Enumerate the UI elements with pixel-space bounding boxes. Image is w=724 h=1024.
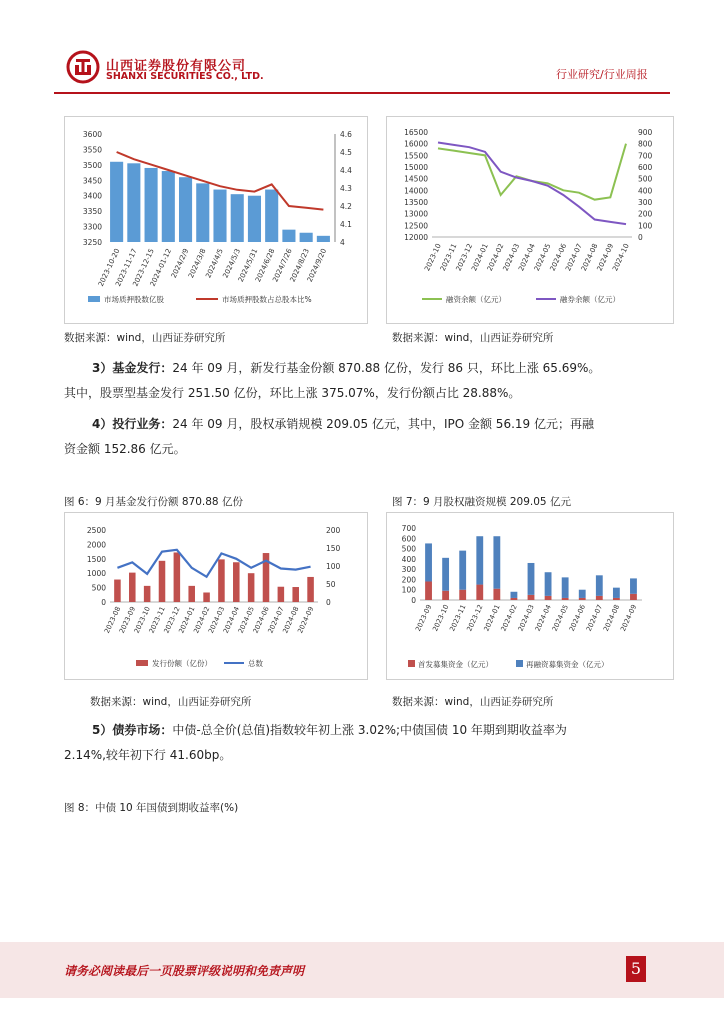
equity-axis-tick-label: 700: [401, 524, 416, 533]
margin-right-axis-tick-label: 300: [638, 198, 653, 207]
pledge-right-axis-tick-label: 4: [340, 238, 345, 247]
equity-ipo-bar: [579, 598, 586, 600]
pledge-bar: [213, 190, 226, 242]
fund-category-label: 2024-04: [221, 605, 242, 635]
fund-bar: [129, 573, 136, 602]
pledge-category-label: 2024/8/23: [288, 247, 311, 284]
paragraph-ib-line1: 24 年 09 月，股权承销规模 209.05 亿元，其中，IPO 金额 56.19 亿元；再融: [172, 417, 594, 431]
pledge-bar: [282, 230, 295, 242]
fund-left-axis-tick-label: 0: [101, 598, 106, 607]
paragraph-ib-business: [64, 412, 664, 462]
equity-axis-tick-label: 500: [401, 544, 416, 554]
equity-axis-tick-label: 100: [401, 585, 416, 595]
paragraph-ib-heading: 4）投行业务：: [92, 417, 173, 431]
pledge-left-axis-tick-label: 3350: [82, 207, 102, 217]
equity-category-label: 2024-01: [482, 603, 502, 633]
header-divider: [54, 92, 670, 94]
pledge-bar: [300, 233, 313, 242]
equity-category-label: 2023-12: [465, 603, 485, 633]
equity-category-label: 2024-03: [516, 603, 536, 633]
fig8-title: 图 8：中债 10 年国债到期收益率(%): [64, 802, 239, 814]
margin-legend-label: 融券余额（亿元）: [560, 295, 620, 304]
pledge-left-axis-tick-label: 3450: [82, 176, 102, 186]
equity-axis-tick-label: 0: [411, 596, 416, 605]
pledge-left-axis-tick-label: 3500: [82, 160, 102, 170]
equity-refinancing-bar: [511, 592, 518, 598]
fund-category-label: 2024-01: [177, 605, 197, 635]
equity-refinancing-bar: [596, 575, 603, 596]
equity-category-label: 2024-02: [499, 603, 519, 633]
fund-right-axis-tick-label: 0: [326, 598, 331, 607]
equity-legend-swatch-refinancing: [516, 660, 523, 667]
equity-ipo-bar: [596, 596, 603, 600]
margin-right-axis-tick-label: 200: [638, 209, 653, 219]
pledge-category-label: 2023-11-17: [114, 247, 139, 288]
equity-legend-label: 再融资募集资金（亿元）: [526, 660, 609, 669]
logo-mark: [66, 50, 100, 84]
pledge-bar: [145, 168, 158, 242]
page-number: 5: [626, 956, 646, 982]
logo: [66, 50, 100, 84]
fund-category-label: 2023-11: [147, 605, 167, 635]
paragraph-fund-heading: 3）基金发行：: [92, 361, 173, 375]
pledge-bar: [162, 171, 175, 242]
margin-category-label: 2024-02: [485, 242, 506, 273]
company-name-cn: 山西证券股份有限公司: [106, 59, 247, 74]
chart-equity: [386, 512, 674, 680]
fund-legend-swatch-bar: [136, 660, 148, 666]
fund-right-axis-tick-label: 200: [326, 526, 341, 535]
equity-axis-tick-label: 200: [401, 575, 416, 585]
margin-left-axis-tick-label: 15000: [404, 163, 428, 172]
pledge-category-label: 2023-12-15: [131, 247, 156, 288]
margin-right-axis-tick-label: 400: [638, 186, 653, 196]
fig6-title: 图 6：9 月基金发行份额 870.88 亿份: [64, 496, 243, 508]
pledge-left-axis-tick-label: 3250: [82, 238, 102, 247]
fund-right-axis-tick-label: 50: [326, 580, 336, 589]
equity-ipo-bar: [528, 595, 535, 600]
fund-legend-label: 发行份额（亿份）: [152, 659, 212, 668]
pledge-bar: [248, 196, 261, 242]
equity-category-label: 2023-10: [431, 603, 451, 633]
margin-left-axis-tick-label: 12500: [404, 221, 428, 231]
pledge-bar: [127, 163, 140, 242]
fund-category-label: 2023-08: [102, 605, 123, 635]
fund-left-axis-tick-label: 2000: [86, 540, 106, 550]
pledge-category-label: 2024/2/9: [169, 247, 191, 280]
margin-financing-line: [438, 144, 626, 200]
pledge-category-label: 2024/5/3: [221, 247, 243, 280]
fund-bar: [159, 561, 166, 602]
equity-refinancing-bar: [528, 563, 535, 595]
fund-left-axis-tick-label: 1500: [86, 554, 106, 564]
equity-axis-tick-label: 300: [401, 565, 416, 575]
equity-category-label: 2024-08: [601, 603, 622, 633]
pledge-left-axis-tick-label: 3400: [82, 191, 102, 201]
fund-category-label: 2024-05: [236, 605, 256, 635]
paragraph-bond-market: [64, 718, 664, 768]
pledge-bar: [317, 236, 330, 242]
fund-right-axis-tick-label: 100: [326, 562, 341, 571]
equity-refinancing-bar: [476, 536, 483, 584]
margin-category-label: 2023-11: [438, 242, 459, 273]
equity-ipo-bar: [613, 598, 620, 600]
equity-ipo-bar: [630, 594, 637, 600]
fund-left-axis-tick-label: 1000: [86, 569, 106, 579]
equity-refinancing-bar: [545, 572, 552, 596]
chart-fund: [64, 512, 368, 680]
pledge-category-label: 2024/9/20: [305, 247, 329, 284]
fund-right-axis-tick-label: 150: [326, 544, 341, 553]
equity-ipo-bar: [476, 585, 483, 600]
pledge-category-label: 2024-01-12: [148, 247, 174, 288]
margin-lending-line: [438, 143, 626, 225]
margin-legend-label: 融资余额（亿元）: [446, 295, 506, 304]
equity-refinancing-bar: [579, 590, 586, 598]
fund-left-axis-tick-label: 2500: [86, 526, 106, 535]
paragraph-fund-line2: 其中，股票型基金发行 251.50 亿份，环比上涨 375.07%，发行份额占比 28.88%。: [64, 386, 521, 400]
margin-left-axis-tick-label: 14500: [404, 174, 428, 184]
margin-category-label: 2023-12: [454, 242, 475, 273]
paragraph-bond-heading: 5）债券市场：: [92, 723, 173, 737]
equity-category-label: 2024-04: [533, 603, 553, 633]
equity-ipo-bar: [511, 598, 518, 600]
margin-right-axis-tick-label: 600: [638, 163, 653, 172]
margin-category-label: 2024-05: [532, 242, 553, 273]
paragraph-bond-line1: 中债-总全价(总值)指数较年初上涨 3.02%;中债国债 10 年期到期收益率为: [172, 723, 567, 737]
margin-left-axis-tick-label: 16500: [404, 128, 428, 137]
fig7-title: 图 7：9 月股权融资规模 209.05 亿元: [392, 496, 571, 508]
paragraph-fund-line1: 24 年 09 月，新发行基金份额 870.88 亿份，发行 86 只，环比上涨 65.69%。: [172, 361, 601, 375]
pledge-bar: [265, 190, 278, 242]
company-name-en: SHANXI SECURITIES CO., LTD.: [106, 71, 264, 82]
pledge-category-label: 2024/4/5: [204, 247, 225, 280]
fund-legend-label: 总数: [248, 659, 263, 668]
pledge-category-label: 2024/6/28: [254, 247, 277, 284]
pledge-right-axis-tick-label: 4.3: [340, 184, 352, 193]
fund-category-label: 2024-07: [266, 605, 286, 635]
chart-pledge-source: 数据来源：wind，山西证券研究所: [64, 332, 226, 344]
fund-category-label: 2023-09: [117, 605, 138, 635]
fund-category-label: 2024-03: [206, 605, 227, 635]
equity-refinancing-bar: [630, 578, 637, 593]
margin-category-label: 2024-01: [470, 242, 490, 273]
margin-right-axis-tick-label: 700: [638, 151, 653, 161]
margin-left-axis-tick-label: 12000: [404, 233, 428, 242]
fund-bar: [233, 562, 240, 602]
equity-legend-label: 首发募集资金（亿元）: [418, 660, 493, 669]
fund-bar: [307, 577, 314, 602]
chart-fund-source: 数据来源：wind，山西证券研究所: [90, 696, 252, 708]
equity-category-label: 2024-05: [550, 603, 570, 633]
pledge-right-axis-tick-label: 4.1: [340, 220, 352, 229]
fund-bar: [114, 580, 121, 602]
equity-axis-tick-label: 600: [401, 534, 416, 544]
pledge-right-axis-tick-label: 4.5: [340, 148, 352, 157]
equity-ipo-bar: [459, 590, 466, 600]
report-type: 行业研究/行业周报: [556, 68, 648, 81]
fund-bar: [174, 552, 181, 602]
margin-right-axis-tick-label: 100: [638, 221, 653, 231]
margin-right-axis-tick-label: 0: [638, 233, 643, 242]
equity-axis-tick-label: 400: [401, 554, 416, 564]
fund-bar: [218, 559, 225, 602]
pledge-bar: [179, 177, 192, 242]
equity-refinancing-bar: [459, 551, 466, 590]
margin-category-label: 2023-10: [423, 242, 443, 273]
pledge-right-axis-tick-label: 4.6: [340, 130, 352, 139]
pledge-left-axis-tick-label: 3300: [82, 222, 102, 232]
pledge-bar: [231, 194, 244, 242]
margin-left-axis-tick-label: 16000: [404, 139, 428, 149]
equity-category-label: 2023-11: [448, 603, 468, 633]
margin-category-label: 2024-04: [517, 242, 537, 273]
margin-category-label: 2024-09: [595, 242, 616, 273]
pledge-bar: [110, 162, 123, 242]
fund-left-axis-tick-label: 500: [91, 583, 106, 593]
equity-ipo-bar: [493, 589, 500, 600]
equity-refinancing-bar: [442, 558, 449, 591]
pledge-legend-label: 市场质押股数亿股: [104, 295, 164, 304]
chart-margin-source: 数据来源：wind，山西证券研究所: [392, 332, 554, 344]
pledge-right-axis-tick-label: 4.2: [340, 202, 352, 211]
pledge-right-axis-tick-label: 4.4: [340, 166, 352, 175]
equity-ipo-bar: [545, 596, 552, 600]
equity-legend-swatch-ipo: [408, 660, 415, 667]
fund-bar: [188, 586, 195, 602]
fund-category-label: 2023-10: [132, 605, 152, 635]
chart-equity-source: 数据来源：wind，山西证券研究所: [392, 696, 554, 708]
equity-refinancing-bar: [493, 536, 500, 588]
pledge-category-label: 2024/3/8: [187, 247, 208, 280]
margin-category-label: 2024-07: [564, 242, 584, 273]
fund-bar: [278, 587, 285, 602]
margin-left-axis-tick-label: 13500: [404, 198, 428, 207]
chart-pledge: [64, 116, 368, 324]
pledge-left-axis-tick-label: 3550: [82, 145, 102, 155]
equity-refinancing-bar: [562, 577, 569, 598]
footer-disclaimer[interactable]: 请务必阅读最后一页股票评级说明和免责声明: [64, 964, 305, 978]
equity-refinancing-bar: [613, 588, 620, 598]
equity-category-label: 2024-09: [619, 603, 639, 633]
margin-category-label: 2024-06: [548, 242, 569, 273]
pledge-category-label: 2024/5/31: [236, 247, 260, 284]
equity-category-label: 2024-06: [567, 603, 588, 633]
pledge-legend-swatch-bar: [88, 296, 100, 302]
margin-left-axis-tick-label: 15500: [404, 151, 428, 161]
margin-category-label: 2024-10: [611, 242, 631, 273]
paragraph-fund-issuance: [64, 356, 664, 406]
fund-bar: [144, 586, 151, 602]
fund-category-label: 2024-09: [296, 605, 316, 635]
fund-category-label: 2024-02: [192, 605, 212, 635]
pledge-category-label: 2023-10-20: [96, 247, 122, 288]
paragraph-ib-line2: 资金额 152.86 亿元。: [64, 442, 186, 456]
margin-right-axis-tick-label: 500: [638, 174, 653, 184]
fund-category-label: 2023-12: [162, 605, 182, 635]
equity-category-label: 2024-07: [584, 603, 605, 633]
pledge-left-axis-tick-label: 3600: [82, 130, 102, 139]
fund-bar: [203, 592, 210, 602]
equity-category-label: 2023-09: [414, 603, 434, 633]
margin-category-label: 2024-03: [501, 242, 522, 273]
paragraph-bond-line2: 2.14%,较年初下行 41.60bp。: [64, 748, 232, 762]
equity-refinancing-bar: [425, 543, 432, 581]
chart-margin: [386, 116, 674, 324]
margin-right-axis-tick-label: 800: [638, 139, 653, 149]
fund-category-label: 2024-08: [281, 605, 301, 635]
margin-left-axis-tick-label: 13000: [404, 209, 428, 219]
equity-ipo-bar: [442, 591, 449, 600]
equity-ipo-bar: [562, 598, 569, 600]
fund-bar: [248, 573, 255, 602]
pledge-category-label: 2024/7/26: [271, 247, 294, 284]
pledge-bar: [196, 183, 209, 242]
fund-category-label: 2024-06: [251, 605, 271, 635]
fund-bar: [292, 587, 299, 602]
margin-category-label: 2024-08: [579, 242, 600, 273]
fund-count-line: [117, 550, 310, 577]
margin-right-axis-tick-label: 900: [638, 128, 653, 137]
margin-left-axis-tick-label: 14000: [404, 186, 428, 196]
pledge-legend-label: 市场质押股数占总股本比%: [222, 295, 312, 304]
equity-ipo-bar: [425, 581, 432, 600]
